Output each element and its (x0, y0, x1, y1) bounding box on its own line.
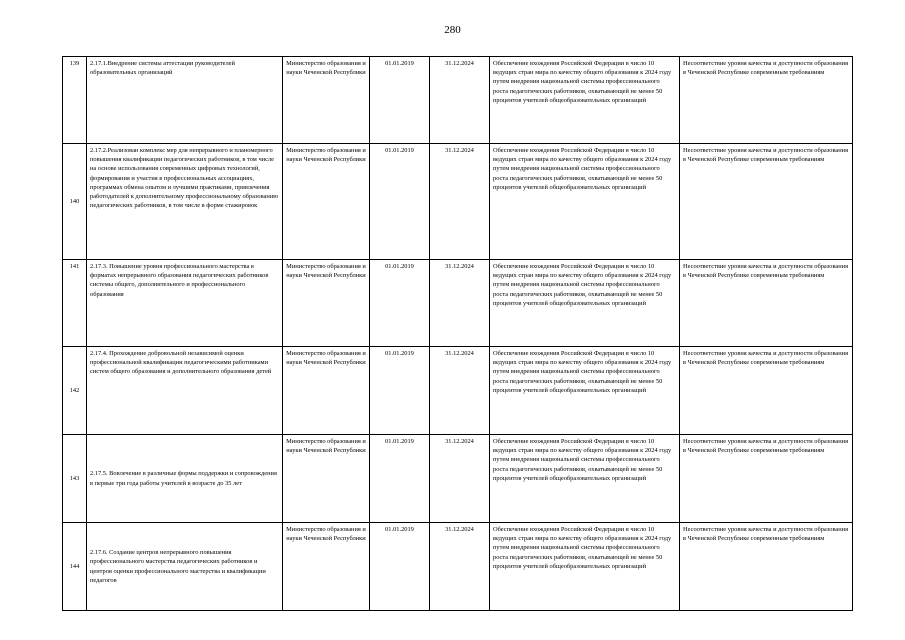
expected-result: Обеспечение вхождения Российской Федерации в число 10 ведущих стран мира по качеству общего образования к 2024 году путем внедрения национальной системы профессионального роста педагогических работников, охватывающей не менее 50 процентов учителей общеобразовательных организаций (490, 260, 680, 347)
risk: Несоответствие уровня качества и доступности образования в Чеченской Республике современным требованиям (680, 435, 853, 523)
executor: Министерство образования и науки Чеченской Республики (283, 57, 370, 144)
start-date: 01.01.2019 (370, 435, 430, 523)
page-number: 280 (444, 24, 461, 36)
expected-result: Обеспечение вхождения Российской Федерации в число 10 ведущих стран мира по качеству общего образования к 2024 году путем внедрения национальной системы профессионального роста педагогических работников, охватывающей не менее 50 процентов учителей общеобразовательных организаций (490, 435, 680, 523)
measure-name: 2.17.2.Реализован комплекс мер для непрерывного и планомерного повышения квалификации педагогических работников, в том числе на основе использования современных цифровых технологий, формирования и участия в профессиональных ассоциациях, программах обмена опытом и лучшими практиками, привлечения работодателей к дополнительному профессиональному образованию педагогических работников, в том числе в форме стажировок (87, 144, 283, 260)
risk: Несоответствие уровня качества и доступности образования в Чеченской Республике современным требованиям (680, 260, 853, 347)
start-date: 01.01.2019 (370, 260, 430, 347)
risk: Несоответствие уровня качества и доступности образования в Чеченской Республике современным требованиям (680, 57, 853, 144)
expected-result: Обеспечение вхождения Российской Федерации в число 10 ведущих стран мира по качеству общего образования к 2024 году путем внедрения национальной системы профессионального роста педагогических работников, охватывающей не менее 50 процентов учителей общеобразовательных организаций (490, 57, 680, 144)
row-number: 144 (63, 523, 87, 611)
executor: Министерство образования и науки Чеченской Республики (283, 347, 370, 435)
measure-name: 2.17.6. Создание центров непрерывного повышения профессионального мастерства педагогических работников и центров оценки профессионального мастерства и квалификации педагогов (87, 523, 283, 611)
measure-name: 2.17.4. Прохождение добровольной независимой оценки профессиональной квалификации педагогическими работниками систем общего образования и дополнительного образования детей (87, 347, 283, 435)
measures-table (62, 56, 853, 611)
measure-name: 2.17.3. Повышение уровня профессионального мастерства в форматах непрерывного образования педагогических работников системы общего, дополнительного и профессионального образования (87, 260, 283, 347)
table-row (63, 57, 853, 144)
executor: Министерство образования и науки Чеченской Республики (283, 260, 370, 347)
end-date: 31.12.2024 (430, 435, 490, 523)
row-number: 143 (63, 435, 87, 523)
row-number: 139 (63, 57, 87, 144)
expected-result: Обеспечение вхождения Российской Федерации в число 10 ведущих стран мира по качеству общего образования к 2024 году путем внедрения национальной системы профессионального роста педагогических работников, охватывающей не менее 50 процентов учителей общеобразовательных организаций (490, 144, 680, 260)
end-date: 31.12.2024 (430, 523, 490, 611)
start-date: 01.01.2019 (370, 57, 430, 144)
row-number: 140 (63, 144, 87, 260)
executor: Министерство образования и науки Чеченской Республики (283, 144, 370, 260)
expected-result: Обеспечение вхождения Российской Федерации в число 10 ведущих стран мира по качеству общего образования к 2024 году путем внедрения национальной системы профессионального роста педагогических работников, охватывающей не менее 50 процентов учителей общеобразовательных организаций (490, 347, 680, 435)
end-date: 31.12.2024 (430, 260, 490, 347)
end-date: 31.12.2024 (430, 57, 490, 144)
row-number: 142 (63, 347, 87, 435)
risk: Несоответствие уровня качества и доступности образования в Чеченской Республике современным требованиям (680, 144, 853, 260)
measure-name: 2.17.1.Внедрение системы аттестации руководителей образовательных организаций (87, 57, 283, 144)
end-date: 31.12.2024 (430, 347, 490, 435)
risk: Несоответствие уровня качества и доступности образования в Чеченской Республике современным требованиям (680, 523, 853, 611)
executor: Министерство образования и науки Чеченской Республики (283, 435, 370, 523)
table-row (63, 144, 853, 260)
start-date: 01.01.2019 (370, 144, 430, 260)
start-date: 01.01.2019 (370, 523, 430, 611)
table-row (63, 260, 853, 347)
risk: Несоответствие уровня качества и доступности образования в Чеченской Республике современным требованиям (680, 347, 853, 435)
table-row (63, 523, 853, 611)
measure-name: 2.17.5. Вовлечение в различные формы поддержки и сопровождения в первые три года работы учителей в возрасте до 35 лет (87, 435, 283, 523)
start-date: 01.01.2019 (370, 347, 430, 435)
executor: Министерство образования и науки Чеченской Республики (283, 523, 370, 611)
expected-result: Обеспечение вхождения Российской Федерации в число 10 ведущих стран мира по качеству общего образования к 2024 году путем внедрения национальной системы профессионального роста педагогических работников, охватывающей не менее 50 процентов учителей общеобразовательных организаций (490, 523, 680, 611)
end-date: 31.12.2024 (430, 144, 490, 260)
table-row (63, 347, 853, 435)
row-number: 141 (63, 260, 87, 347)
table-row (63, 435, 853, 523)
